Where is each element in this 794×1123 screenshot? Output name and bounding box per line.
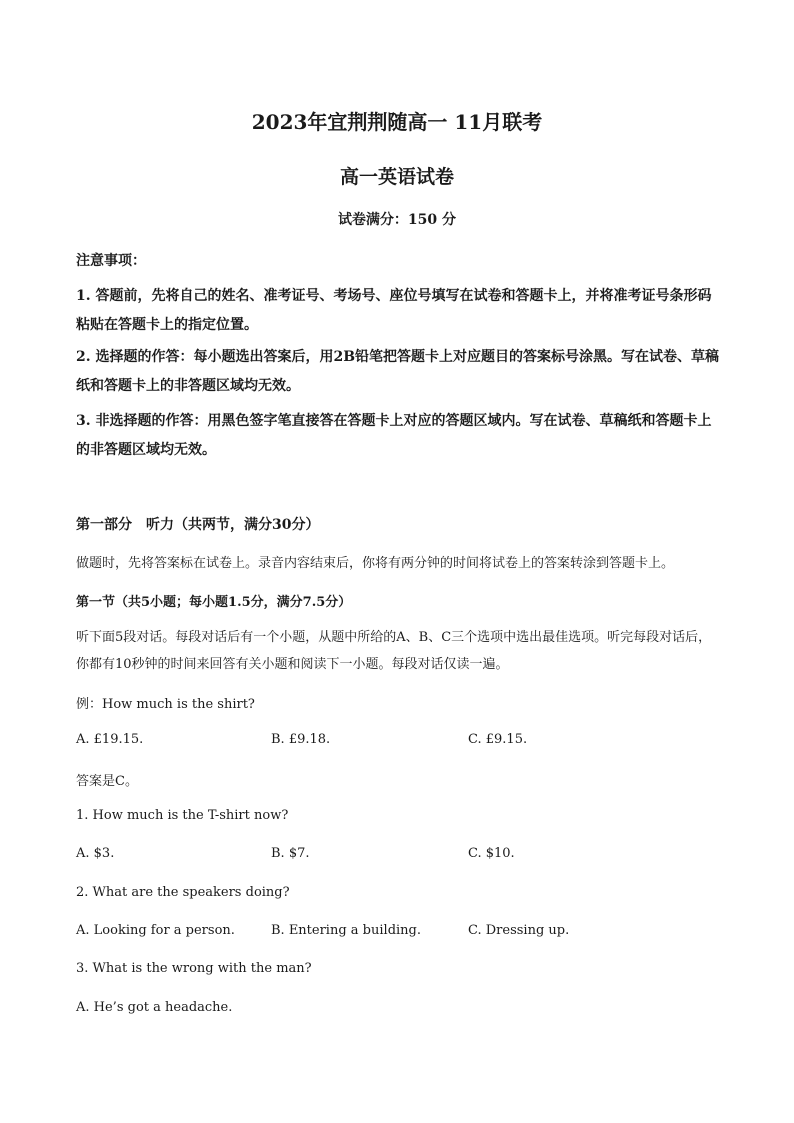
part1-heading: 第一部分 听力（共两节，满分30分） (76, 517, 320, 533)
note-item-3: 3. 非选择题的作答：用黑色签字笔直接答在答题卡上对应的答题区域内。写在试卷、草稿纸和答题卡上的非答题区域均无效。 (76, 413, 712, 458)
exam-title: 2023年宜荆荆随高一 11月联考 (251, 110, 543, 134)
question-1-option-c: C. $10. (468, 846, 515, 861)
notes-heading: 注意事项： (76, 253, 146, 269)
example-answer: 答案是C。 (76, 774, 138, 789)
question-2-option-c: C. Dressing up. (468, 923, 570, 938)
full-score: 试卷满分：150 分 (337, 212, 457, 228)
question-2: 2. What are the speakers doing? (76, 885, 290, 900)
question-1: 1. How much is the T-shirt now? (76, 808, 289, 823)
note-item-2: 2. 选择题的作答：每小题选出答案后，用2B铅笔把答题卡上对应题目的答案标号涂黑。写在试卷、草稿纸和答题卡上的非答题区域均无效。 (76, 349, 720, 394)
question-1-option-a: A. $3. (76, 846, 115, 861)
section1-heading: 第一节（共5小题；每小题1.5分，满分7.5分） (76, 595, 352, 610)
example-option-c: C. £9.15. (468, 732, 528, 747)
question-1-option-b: B. $7. (271, 846, 310, 861)
question-2-option-b: B. Entering a building. (271, 923, 421, 938)
note-item-1: 1. 答题前，先将自己的姓名、准考证号、考场号、座位号填写在试卷和答题卡上，并将准考证号条形码粘贴在答题卡上的指定位置。 (76, 288, 712, 333)
exam-subtitle: 高一英语试卷 (339, 166, 454, 188)
example-option-b: B. £9.18. (271, 732, 331, 747)
part1-intro: 做题时，先将答案标在试卷上。录音内容结束后，你将有两分钟的时间将试卷上的答案转涂到答题卡上。 (76, 556, 675, 571)
example-question: 例：How much is the shirt? (76, 697, 255, 712)
example-option-a: A. £19.15. (76, 732, 144, 747)
question-3-option-a: A. He’s got a headache. (76, 1000, 233, 1015)
question-3: 3. What is the wrong with the man? (76, 961, 312, 976)
section1-intro: 听下面5段对话。每段对话后有一个小题，从题中所给的A、B、C三个选项中选出最佳选项。听完每段对话后，你都有10秒钟的时间来回答有关小题和阅读下一小题。每段对话仅读一遍。 (76, 630, 712, 672)
question-2-option-a: A. Looking for a person. (76, 923, 235, 938)
